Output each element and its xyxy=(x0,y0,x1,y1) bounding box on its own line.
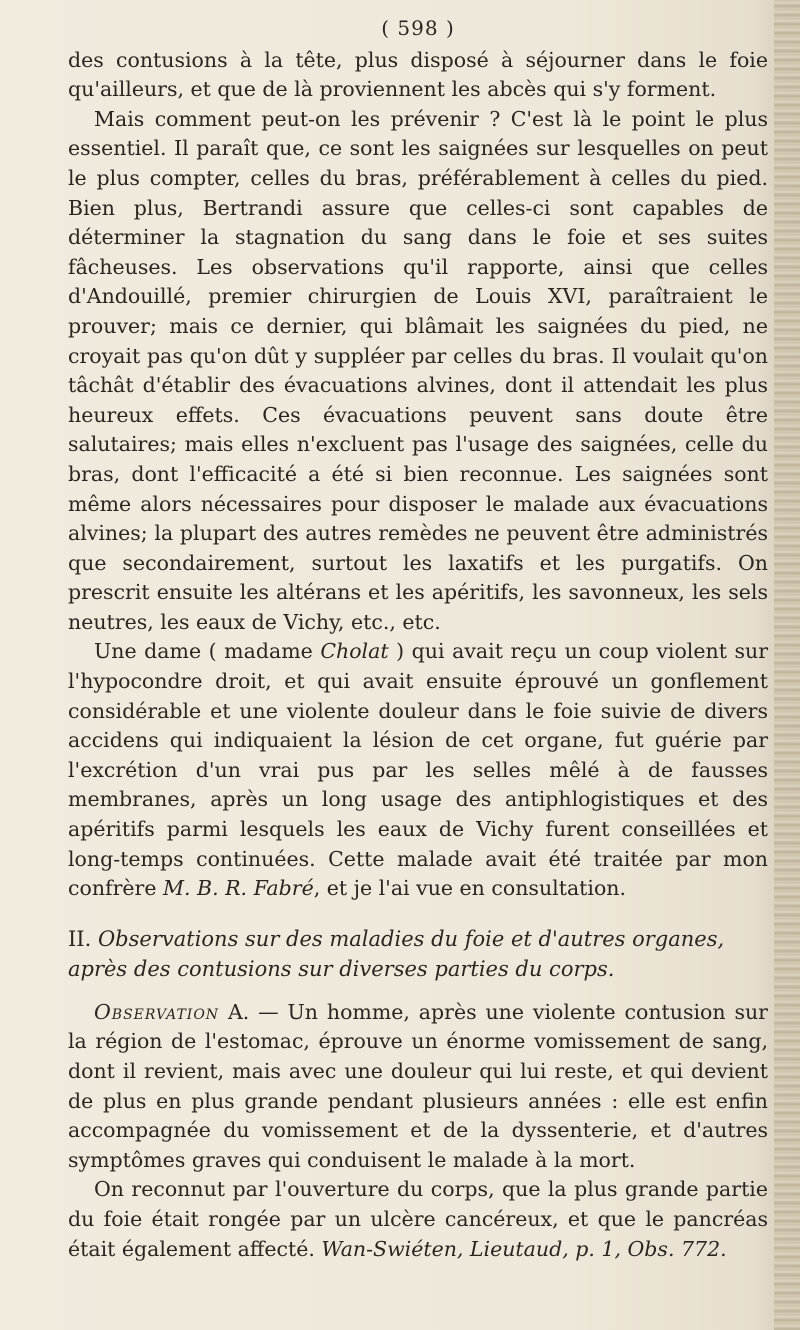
paragraph-prevention: Mais comment peut-on les prévenir ? C'est là le point le plus essentiel. Il paraît que, ce sont les saignées sur lesquelles on peut le plus compter, celles du bras, préférablement à celles du pied. Bien plus, Bertrandi assure que celles-ci sont capables de déterminer la stagnation du sang dans le foie et ses suites fâcheuses. Les observations qu'il rapporte, ainsi que celles d'Andouillé, premier chirurgien de Louis XVI, paraîtraient le prouver; mais ce dernier, qui blâmait les saignées du pied, ne croyait pas qu'on dût y suppléer par celles du bras. Il voulait qu'on tâchât d'établir des évacuations alvines, dont il attendait les plus heureux effets. Ces évacuations peuvent sans doute être salutaires; mais elles n'excluent pas l'usage des saignées, celle du bras, dont l'efficacité a été si bien reconnue. Les saignées sont même alors nécessaires pour disposer le malade aux évacuations alvines; la plupart des autres remèdes ne peuvent être administrés que secondairement, surtout les laxatifs et les purgatifs. On prescrit ensuite les altérans et les apéritifs, les savonneux, les sels neutres, les eaux de Vichy, etc., etc. xyxy=(68,106,768,634)
section-number: II. xyxy=(68,926,92,951)
section-heading xyxy=(68,924,768,984)
case-text-before: Une dame ( madame xyxy=(94,639,321,664)
paragraph-autopsy xyxy=(68,1175,768,1264)
page-number: ( 598 ) xyxy=(381,16,455,40)
citation-reference: , p. 1, Obs. 772. xyxy=(562,1236,727,1261)
page-edge-texture xyxy=(774,0,800,1330)
paragraph-case-cholat xyxy=(68,637,768,903)
paragraph-continuation: des contusions à la tête, plus disposé à séjourner dans le foie qu'ailleurs, et que de là proviennent les abcès qui s'y forment. xyxy=(68,47,768,102)
observation-label: Observation xyxy=(94,999,220,1024)
observation-text: Un homme, après une violente contusion sur la région de l'estomac, éprouve un énorme vomissement de sang, dont il revient, mais avec une douleur qui lui reste, et qui devient de plus en plus grande pendant plusieurs années : elle est enfin accompagnée du vomissement et de la dyssenterie, et d'autres symptômes graves qui conduisent le malade à la mort. xyxy=(68,999,768,1172)
colleague-name: M. B. R. Fabré xyxy=(163,876,314,901)
page-content xyxy=(68,14,768,1264)
patient-name: Cholat xyxy=(320,639,389,664)
observation-a xyxy=(68,998,768,1176)
section-title: Observations sur des maladies du foie et d'autres organes, après des contusions sur diverses parties du corps. xyxy=(68,926,725,981)
observation-letter: A. — xyxy=(227,999,288,1024)
citation-authors: Wan-Swiéten, Lieutaud xyxy=(321,1236,563,1261)
case-text-end: , et je l'ai vue en consultation. xyxy=(313,876,627,901)
autopsy-text: On reconnut par l'ouverture du corps, que la plus grande partie du foie était rongée par un ulcère cancéreux, et que le pancréas était également affecté. xyxy=(68,1177,768,1261)
case-text-middle: ) qui avait reçu un coup violent sur l'hypocondre droit, et qui avait ensuite éprouvé un gonflement considérable et une violente douleur dans le foie suivie de divers accidens qui indiquaient la lésion de cet organe, fut guérie par l'excrétion d'un vrai pus par les selles mêlé à de fausses membranes, après un long usage des antiphlogistiques et des apéritifs parmi lesquels les eaux de Vichy furent conseillées et long-temps continuées. Cette malade avait été traitée par mon confrère xyxy=(68,639,769,901)
